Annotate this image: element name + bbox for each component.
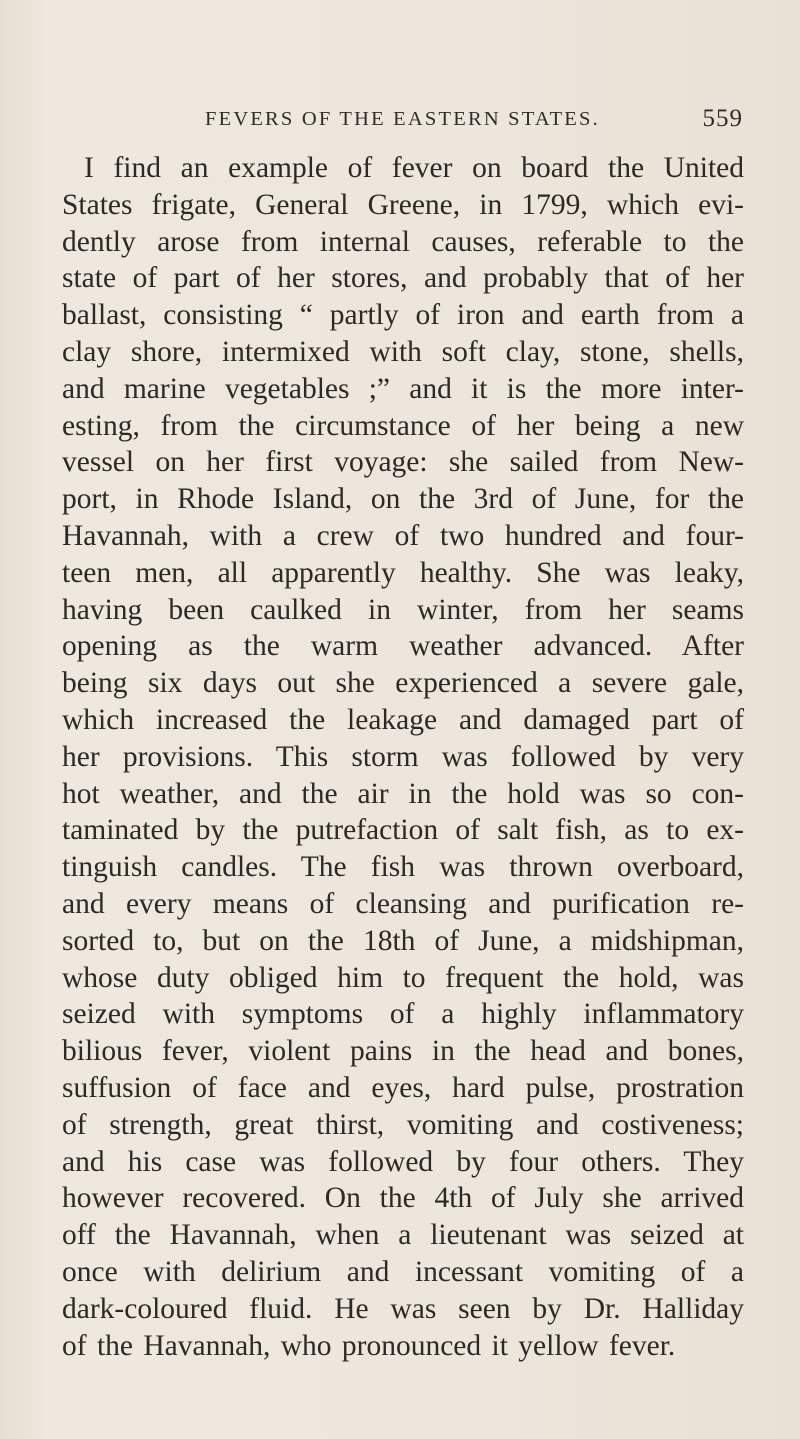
body-paragraph (62, 150, 744, 1364)
text-line: once with delirium and incessant vomiting of a (62, 1255, 744, 1288)
text-line: vessel on her first voyage: she sailed from New- (62, 446, 744, 479)
text-line: tinguish candles. The fish was thrown overboard, (62, 851, 744, 884)
text-line: clay shore, intermixed with soft clay, stone, shells, (62, 335, 744, 368)
text-line: hot weather, and the air in the hold was so con- (62, 777, 744, 810)
text-line: whose duty obliged him to frequent the hold, was (62, 961, 744, 994)
text-line: dently arose from internal causes, referable to the (62, 225, 744, 258)
text-line: teen men, all apparently healthy. She was leaky, (62, 556, 744, 589)
text-line: state of part of her stores, and probably that of her (62, 262, 744, 295)
text-line: dark-coloured fluid. He was seen by Dr. Halliday (62, 1292, 744, 1325)
text-line: suffusion of face and eyes, hard pulse, prostration (62, 1071, 744, 1104)
text-line: and marine vegetables ;” and it is the more inter- (62, 372, 744, 405)
text-line: her provisions. This storm was followed by very (62, 740, 744, 773)
text-line: however recovered. On the 4th of July she arrived (62, 1182, 744, 1215)
text-line: bilious fever, violent pains in the head and bones, (62, 1035, 744, 1068)
text-line: port, in Rhode Island, on the 3rd of June, for the (62, 483, 744, 516)
text-line: and his case was followed by four others. They (62, 1145, 744, 1178)
text-line: States frigate, General Greene, in 1799, which evi- (62, 188, 744, 221)
text-line: off the Havannah, when a lieutenant was seized at (62, 1219, 744, 1252)
running-title: FEVERS OF THE EASTERN STATES. (205, 108, 600, 130)
text-line: seized with symptoms of a highly inflammatory (62, 998, 744, 1031)
page-number: 559 (702, 105, 743, 132)
text-line: having been caulked in winter, from her seams (62, 593, 744, 626)
text-line: esting, from the circumstance of her being a new (62, 409, 744, 442)
text-line: sorted to, but on the 18th of June, a midshipman, (62, 924, 744, 957)
text-line: of the Havannah, who pronounced it yellow fever. (62, 1329, 676, 1362)
text-line: opening as the warm weather advanced. After (62, 630, 744, 663)
text-line: I find an example of fever on board the United (84, 152, 744, 184)
text-line: being six days out she experienced a severe gale, (62, 667, 744, 700)
text-line: taminated by the putrefaction of salt fish, as to ex- (62, 814, 744, 847)
text-line: which increased the leakage and damaged part of (62, 703, 744, 736)
text-line: and every means of cleansing and purification re- (62, 887, 744, 920)
running-head (205, 105, 743, 138)
text-line: Havannah, with a crew of two hundred and four- (62, 519, 744, 552)
text-line: ballast, consisting “ partly of iron and earth from a (62, 299, 744, 332)
text-line: of strength, great thirst, vomiting and costiveness; (62, 1108, 744, 1141)
